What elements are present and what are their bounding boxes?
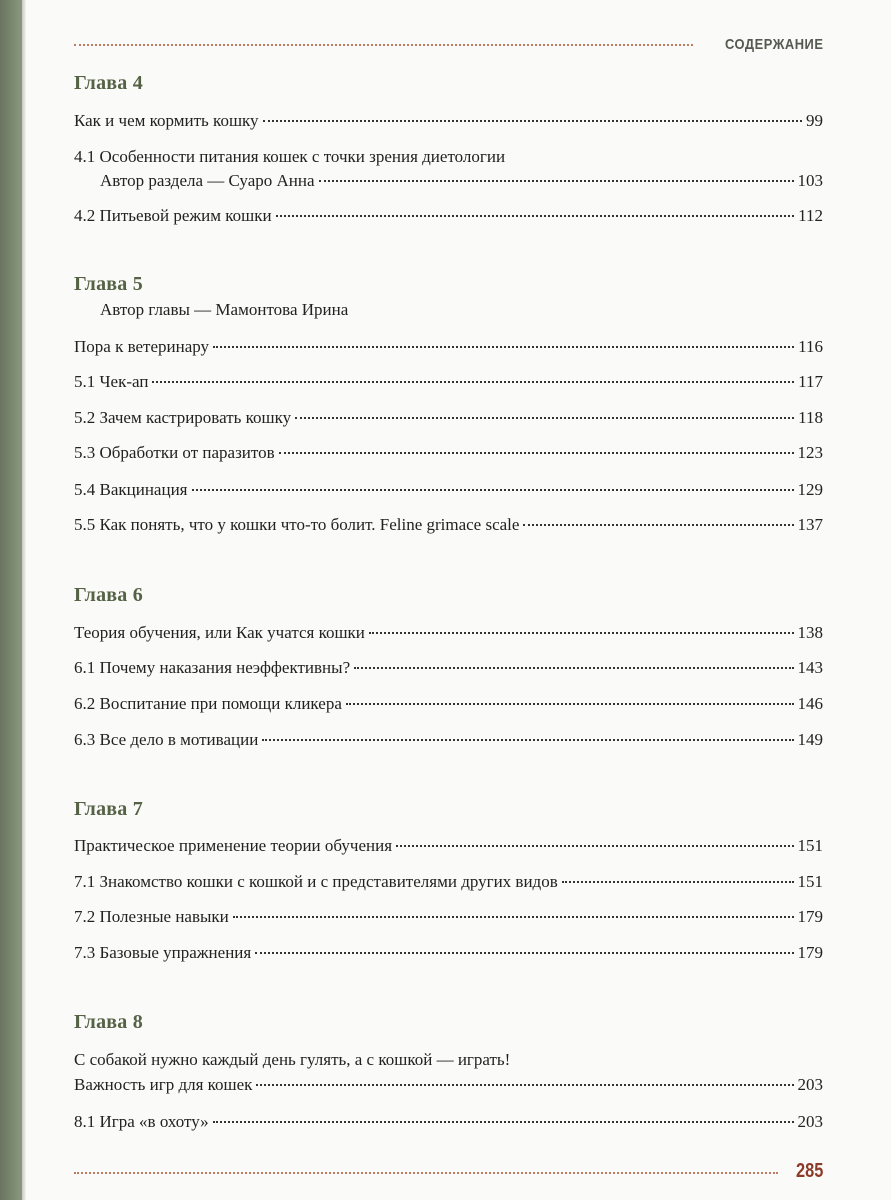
toc-entry-page: 123: [797, 443, 823, 462]
dot-leader: [192, 489, 794, 491]
toc-entry-page: 138: [797, 623, 823, 642]
toc-entry[interactable]: [74, 204, 823, 228]
toc-entry[interactable]: [74, 109, 823, 133]
toc-entry-page: 137: [797, 515, 823, 534]
toc-entry-page: 103: [797, 171, 823, 190]
toc-entry[interactable]: [100, 169, 823, 193]
toc-entry[interactable]: [74, 406, 823, 430]
toc-entry-title-line1: 4.1 Особенности питания кошек с точки зрения диетологии: [74, 147, 506, 166]
toc-entry-page: 179: [797, 943, 823, 962]
dot-leader: [354, 667, 793, 669]
toc-entry-title: Как и чем кормить кошку: [74, 111, 259, 130]
dot-leader: [233, 916, 794, 918]
dot-leader: [346, 703, 794, 705]
dot-leader: [319, 180, 794, 182]
toc-entry-page: 203: [797, 1075, 823, 1094]
toc-entry-title: Практическое применение теории обучения: [74, 836, 393, 855]
toc-entry-title: 7.3 Базовые упражнения: [74, 943, 252, 962]
toc-entry-page: 143: [797, 658, 823, 677]
toc-entry-page: 129: [797, 480, 823, 499]
dot-leader: [255, 952, 793, 954]
toc-entry[interactable]: [74, 656, 823, 680]
footer-dotted-rule: [74, 1172, 778, 1174]
chapter-8-heading: Глава 8: [74, 1011, 143, 1033]
toc-entry-title: 5.4 Вакцинация: [74, 480, 188, 499]
dot-leader: [263, 120, 802, 122]
table-of-contents: [74, 0, 823, 1200]
toc-entry-title: 8.1 Игра «в охоту»: [74, 1112, 209, 1131]
toc-entry-page: 112: [798, 206, 823, 225]
dot-leader: [295, 417, 794, 419]
toc-entry[interactable]: [74, 441, 823, 465]
toc-entry-title: 6.2 Воспитание при помощи кликера: [74, 694, 342, 713]
toc-entry-title: Автор раздела — Суаро Анна: [100, 171, 315, 190]
section-title: СОДЕРЖАНИЕ: [724, 35, 823, 53]
toc-entry[interactable]: [74, 478, 823, 502]
toc-entry-title: Теория обучения, или Как учатся кошки: [74, 623, 365, 642]
toc-entry[interactable]: [74, 335, 823, 359]
toc-entry-title: 5.2 Зачем кастрировать кошку: [74, 408, 292, 427]
running-footer: [74, 1158, 823, 1184]
dot-leader: [256, 1084, 793, 1086]
toc-entry[interactable]: [74, 513, 823, 537]
toc-entry-page: 117: [798, 372, 823, 391]
toc-entry-page: 99: [806, 111, 823, 130]
toc-entry-title: Пора к ветеринару: [74, 337, 210, 356]
toc-entry-page: 146: [797, 694, 823, 713]
page-number: 285: [795, 1159, 823, 1182]
chapter-5-heading: Глава 5: [74, 273, 143, 295]
toc-entry[interactable]: [74, 621, 823, 645]
toc-entry[interactable]: [74, 370, 823, 394]
toc-entry-title: 7.1 Знакомство кошки с кошкой и с представителями других видов: [74, 872, 558, 891]
dot-leader: [523, 524, 793, 526]
toc-entry[interactable]: [74, 905, 823, 929]
toc-entry-title: 4.2 Питьевой режим кошки: [74, 206, 272, 225]
toc-entry-title: 7.2 Полезные навыки: [74, 907, 229, 926]
toc-entry-title: 5.1 Чек-ап: [74, 372, 149, 391]
toc-entry-title-line1: С собакой нужно каждый день гулять, а с кошкой — играть!: [74, 1050, 511, 1069]
toc-entry-page: 179: [797, 907, 823, 926]
toc-entry[interactable]: [74, 692, 823, 716]
toc-entry-title: 6.1 Почему наказания неэффективны?: [74, 658, 351, 677]
toc-entry-page: 116: [798, 337, 823, 356]
chapter-4-heading: Глава 4: [74, 72, 143, 94]
dot-leader: [152, 381, 794, 383]
page-edge: [22, 0, 26, 1200]
chapter-7-heading: Глава 7: [74, 798, 143, 820]
dot-leader: [213, 1121, 794, 1123]
toc-entry-page: 118: [798, 408, 823, 427]
chapter-6-heading: Глава 6: [74, 584, 143, 606]
dot-leader: [562, 881, 794, 883]
toc-entry-page: 149: [797, 730, 823, 749]
dot-leader: [279, 452, 794, 454]
toc-entry[interactable]: [74, 728, 823, 752]
dot-leader: [369, 632, 794, 634]
toc-entry[interactable]: [74, 1073, 823, 1097]
toc-entry[interactable]: [74, 834, 823, 858]
chapter-5-author: Автор главы — Мамонтова Ирина: [100, 300, 349, 319]
toc-entry-title: Важность игр для кошек: [74, 1075, 253, 1094]
book-spine: [0, 0, 22, 1200]
toc-entry-title: 5.5 Как понять, что у кошки что-то болит. Feline grimace scale: [74, 515, 520, 534]
toc-entry-title: 5.3 Обработки от паразитов: [74, 443, 275, 462]
dot-leader: [213, 346, 794, 348]
toc-entry-page: 203: [797, 1112, 823, 1131]
dot-leader: [276, 215, 795, 217]
dot-leader: [396, 845, 793, 847]
toc-entry[interactable]: [74, 870, 823, 894]
toc-entry-page: 151: [797, 836, 823, 855]
toc-entry-title: 6.3 Все дело в мотивации: [74, 730, 259, 749]
toc-entry[interactable]: [74, 941, 823, 965]
toc-entry[interactable]: [74, 1110, 823, 1134]
toc-entry-page: 151: [797, 872, 823, 891]
dot-leader: [262, 739, 793, 741]
